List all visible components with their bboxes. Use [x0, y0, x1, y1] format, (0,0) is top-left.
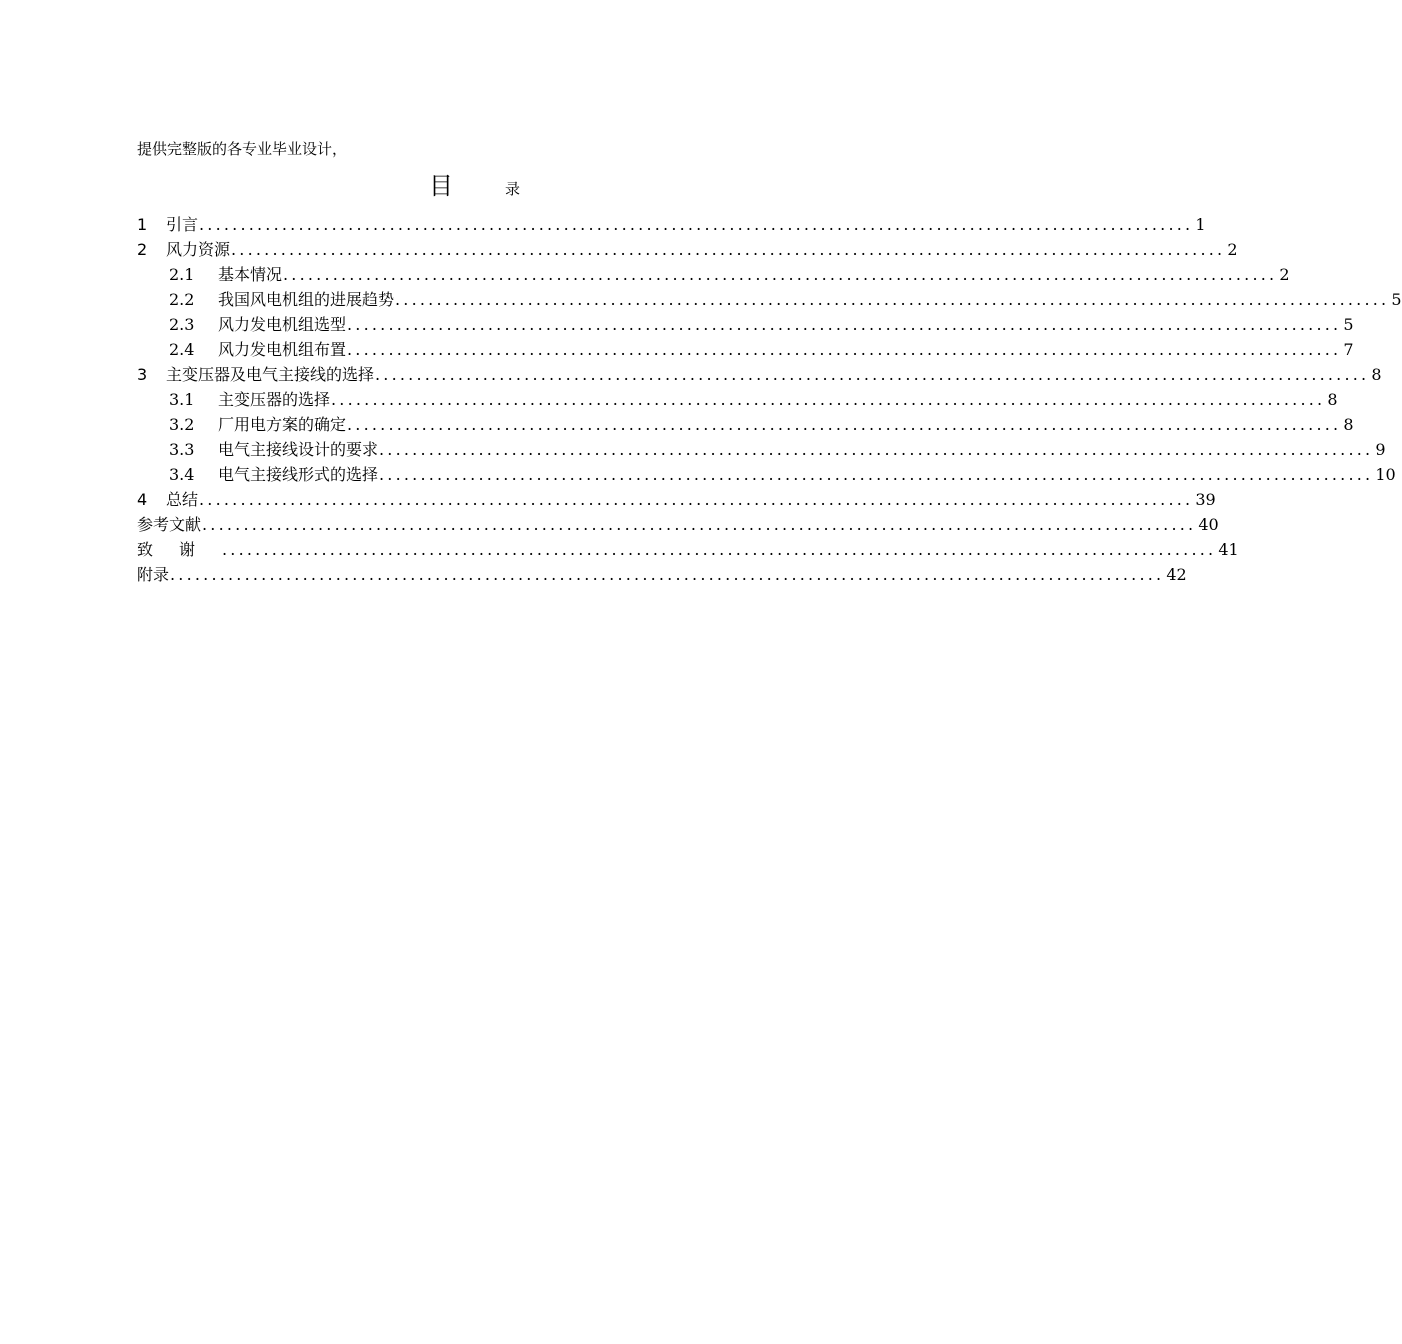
toc-entry-page: 7 [1343, 340, 1354, 359]
toc-entry[interactable] [137, 512, 1219, 537]
toc-entry[interactable] [137, 562, 1187, 587]
toc-subentry[interactable] [137, 262, 1290, 287]
toc-dot-leader: ........................................................................................................................ [375, 365, 1370, 384]
toc-dot-leader: ........................................................................................................................ [231, 240, 1226, 259]
toc-entry-label: 参考文献 [137, 515, 202, 534]
toc-entry[interactable] [137, 212, 1206, 237]
toc-subentry[interactable] [137, 287, 1402, 312]
toc-dot-leader: ........................................................................................................................ [202, 515, 1197, 534]
toc-dot-leader: ........................................................................................................................ [379, 465, 1374, 484]
toc-entry-label: 主变压器的选择 [218, 390, 331, 409]
toc-entry-number: 3.3 [169, 440, 195, 459]
toc-subentry[interactable] [137, 312, 1354, 337]
toc-entry-number: 2.2 [169, 290, 195, 309]
toc-entry-label: 风力发电机组布置 [218, 340, 347, 359]
toc-entry-label: 引言 [166, 215, 199, 234]
toc-dot-leader: ........................................................................................................................ [347, 340, 1342, 359]
toc-entry-page: 2 [1227, 240, 1238, 259]
toc-entry[interactable] [137, 487, 1216, 512]
toc-entry-label: 致谢 [137, 540, 222, 559]
toc-entry-number: 2 [137, 240, 148, 259]
toc-dot-leader: ........................................................................................................................ [347, 315, 1342, 334]
toc-entry-page: 42 [1166, 565, 1187, 584]
toc-entry-page: 40 [1198, 515, 1219, 534]
toc-entry-number: 3.4 [169, 465, 195, 484]
toc-entry-page: 5 [1343, 315, 1354, 334]
toc-entry-label: 厂用电方案的确定 [218, 415, 347, 434]
toc-dot-leader: ........................................................................................................................ [199, 490, 1194, 509]
toc-entry-label: 风力资源 [166, 240, 231, 259]
toc-entry-label: 基本情况 [218, 265, 283, 284]
toc-entry-number: 2.1 [169, 265, 195, 284]
toc-dot-leader: ........................................................................................................................ [395, 290, 1390, 309]
toc-entry-number: 3 [137, 365, 148, 384]
toc-entry-number: 3.1 [169, 390, 195, 409]
toc-entry-label: 主变压器及电气主接线的选择 [166, 365, 375, 384]
toc-entry[interactable] [137, 237, 1238, 262]
toc-entry[interactable] [137, 362, 1382, 387]
toc-entry-number: 2.4 [169, 340, 195, 359]
toc-entry-page: 5 [1391, 290, 1402, 309]
toc-entry-page: 8 [1327, 390, 1338, 409]
toc-entry-label: 我国风电机组的进展趋势 [218, 290, 395, 309]
toc-title [0, 170, 950, 202]
toc-entry-number: 2.3 [169, 315, 195, 334]
toc-subentry[interactable] [137, 337, 1354, 362]
toc-dot-leader: ........................................................................................................................ [331, 390, 1326, 409]
toc-entry-number: 1 [137, 215, 148, 234]
toc-entry-number: 3.2 [169, 415, 195, 434]
toc-dot-leader: ........................................................................................................................ [379, 440, 1374, 459]
toc-subentry[interactable] [137, 412, 1354, 437]
toc-dot-leader: ........................................................................................................................ [199, 215, 1194, 234]
toc-entry-page: 9 [1375, 440, 1386, 459]
table-of-contents [137, 212, 1402, 587]
toc-entry-label: 风力发电机组选型 [218, 315, 347, 334]
toc-entry-page: 1 [1195, 215, 1206, 234]
toc-entry-number: 4 [137, 490, 148, 509]
toc-dot-leader: ........................................................................................................................ [170, 565, 1165, 584]
toc-title-part2: 录 [505, 180, 521, 198]
toc-subentry[interactable] [137, 437, 1386, 462]
toc-entry[interactable] [137, 537, 1239, 562]
toc-entry-page: 10 [1375, 465, 1396, 484]
toc-entry-page: 2 [1279, 265, 1290, 284]
toc-dot-leader: ........................................................................................................................ [222, 540, 1217, 559]
toc-dot-leader: ........................................................................................................................ [347, 415, 1342, 434]
toc-entry-page: 41 [1218, 540, 1239, 559]
toc-entry-label: 电气主接线形式的选择 [218, 465, 379, 484]
toc-entry-page: 8 [1371, 365, 1382, 384]
toc-dot-leader: ........................................................................................................................ [283, 265, 1278, 284]
toc-entry-label: 电气主接线设计的要求 [218, 440, 379, 459]
toc-entry-page: 39 [1195, 490, 1216, 509]
header-note: 提供完整版的各专业毕业设计， [137, 140, 348, 158]
toc-subentry[interactable] [137, 462, 1396, 487]
toc-entry-page: 8 [1343, 415, 1354, 434]
toc-entry-label: 总结 [166, 490, 199, 509]
toc-subentry[interactable] [137, 387, 1338, 412]
toc-title-part1: 目 [429, 172, 453, 200]
toc-entry-label: 附录 [137, 565, 170, 584]
